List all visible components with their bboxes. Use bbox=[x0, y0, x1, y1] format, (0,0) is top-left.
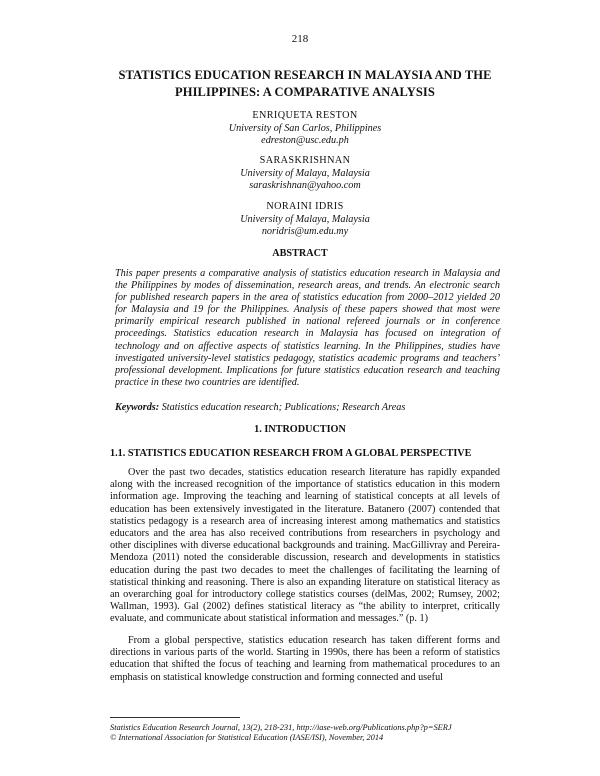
author-block-1 bbox=[160, 110, 450, 148]
page-number: 218 bbox=[291, 33, 309, 45]
author-email: noridris@um.edu.my bbox=[261, 226, 349, 237]
body-paragraph: Over the past two decades, statistics education research literature has rapidly expanded along with the increased recognition of the importance of statistics education in this modern information age. Improving the teaching and learning of statistical concepts at all levels of education has been extensively investigated in the literature. Batanero (2007) contended that statistics pedagogy is a research area of increasing interest among mathematics and statistics educators and the area has also received contributions from researchers in psychology and other disciplines with diverse educational backgrounds and training. MacGillivray and Pereira-Mendoza (2011) noted the considerable discussion, research and developments in statistics education during the past two decades to meet the challenges of facilitating the learning of statistical thinking and reasoning. There is also an expanding literature on statistical literacy as an overarching goal for introductory college statistics courses (delMas, 2002; Rumsey, 2002; Wallman, 1993). Gal (2002) defines statistical literacy as “the ability to interpret, critically evaluate, and communicate about statistical information and messages.” (p. 1) bbox=[110, 467, 500, 625]
author-affiliation: University of San Carlos, Philippines bbox=[228, 122, 382, 134]
body-paragraph: From a global perspective, statistics education research has taken different forms and directions in various parts of the world. Starting in 1990s, there has been a reform of statistics education that shifted the focus of teaching and learning from mathematical procedures to an emphasis on statistical knowledge construction and forming connected and useful bbox=[110, 635, 500, 683]
author-name: ENRIQUETA RESTON bbox=[252, 110, 358, 121]
footnote-citation: Statistics Education Research Journal, 13(2), 218-231, http://iase-web.org/Publications.php?p=SERJ bbox=[110, 723, 452, 732]
author-block-2 bbox=[160, 155, 450, 193]
abstract-text: This paper presents a comparative analysis of statistics education research in Malaysia and the Philippines by modes of dissemination, research areas, and trends. An electronic search for published research papers in the area of statistics education from 2000–2012 yielded 20 for Malaysia and 19 for the Philippines. Analysis of these papers showed that most were primarily empirical research published in national refereed journals or in conference proceedings. Statistics education research in Malaysia has focused on integration of technology and on affective aspects of statistics learning. In the Philippines, studies have investigated university-level statistics pedagogy, statistics academic programs and teachers’ professional development. Implications for future statistics education research and teaching practice in these two countries are identified. bbox=[115, 268, 500, 388]
footnote bbox=[110, 723, 510, 743]
keywords-label: Keywords: bbox=[115, 402, 160, 413]
author-email: saraskrishnan@yahoo.com bbox=[249, 180, 361, 191]
keywords bbox=[115, 402, 500, 415]
author-block-3 bbox=[160, 201, 450, 239]
author-affiliation: University of Malaya, Malaysia bbox=[240, 167, 370, 179]
author-affiliation: University of Malaya, Malaysia bbox=[240, 213, 370, 225]
author-email: edreston@usc.edu.ph bbox=[261, 135, 349, 146]
author-name: NORAINI IDRIS bbox=[266, 201, 344, 212]
footnote-copyright: © International Association for Statistical Education (IASE/ISI), November, 2014 bbox=[110, 733, 384, 742]
subsection-heading: 1.1. STATISTICS EDUCATION RESEARCH FROM A GLOBAL PERSPECTIVE bbox=[110, 448, 472, 459]
footnote-divider bbox=[110, 717, 240, 718]
section-heading: 1. INTRODUCTION bbox=[254, 424, 346, 435]
abstract-heading: ABSTRACT bbox=[272, 248, 328, 259]
author-name: SARASKRISHNAN bbox=[259, 155, 351, 166]
paper-title: STATISTICS EDUCATION RESEARCH IN MALAYSIA AND THE PHILIPPINES: A COMPARATIVE ANALYSIS bbox=[118, 68, 492, 99]
keywords-text: Statistics education research; Publications; Research Areas bbox=[161, 402, 406, 413]
